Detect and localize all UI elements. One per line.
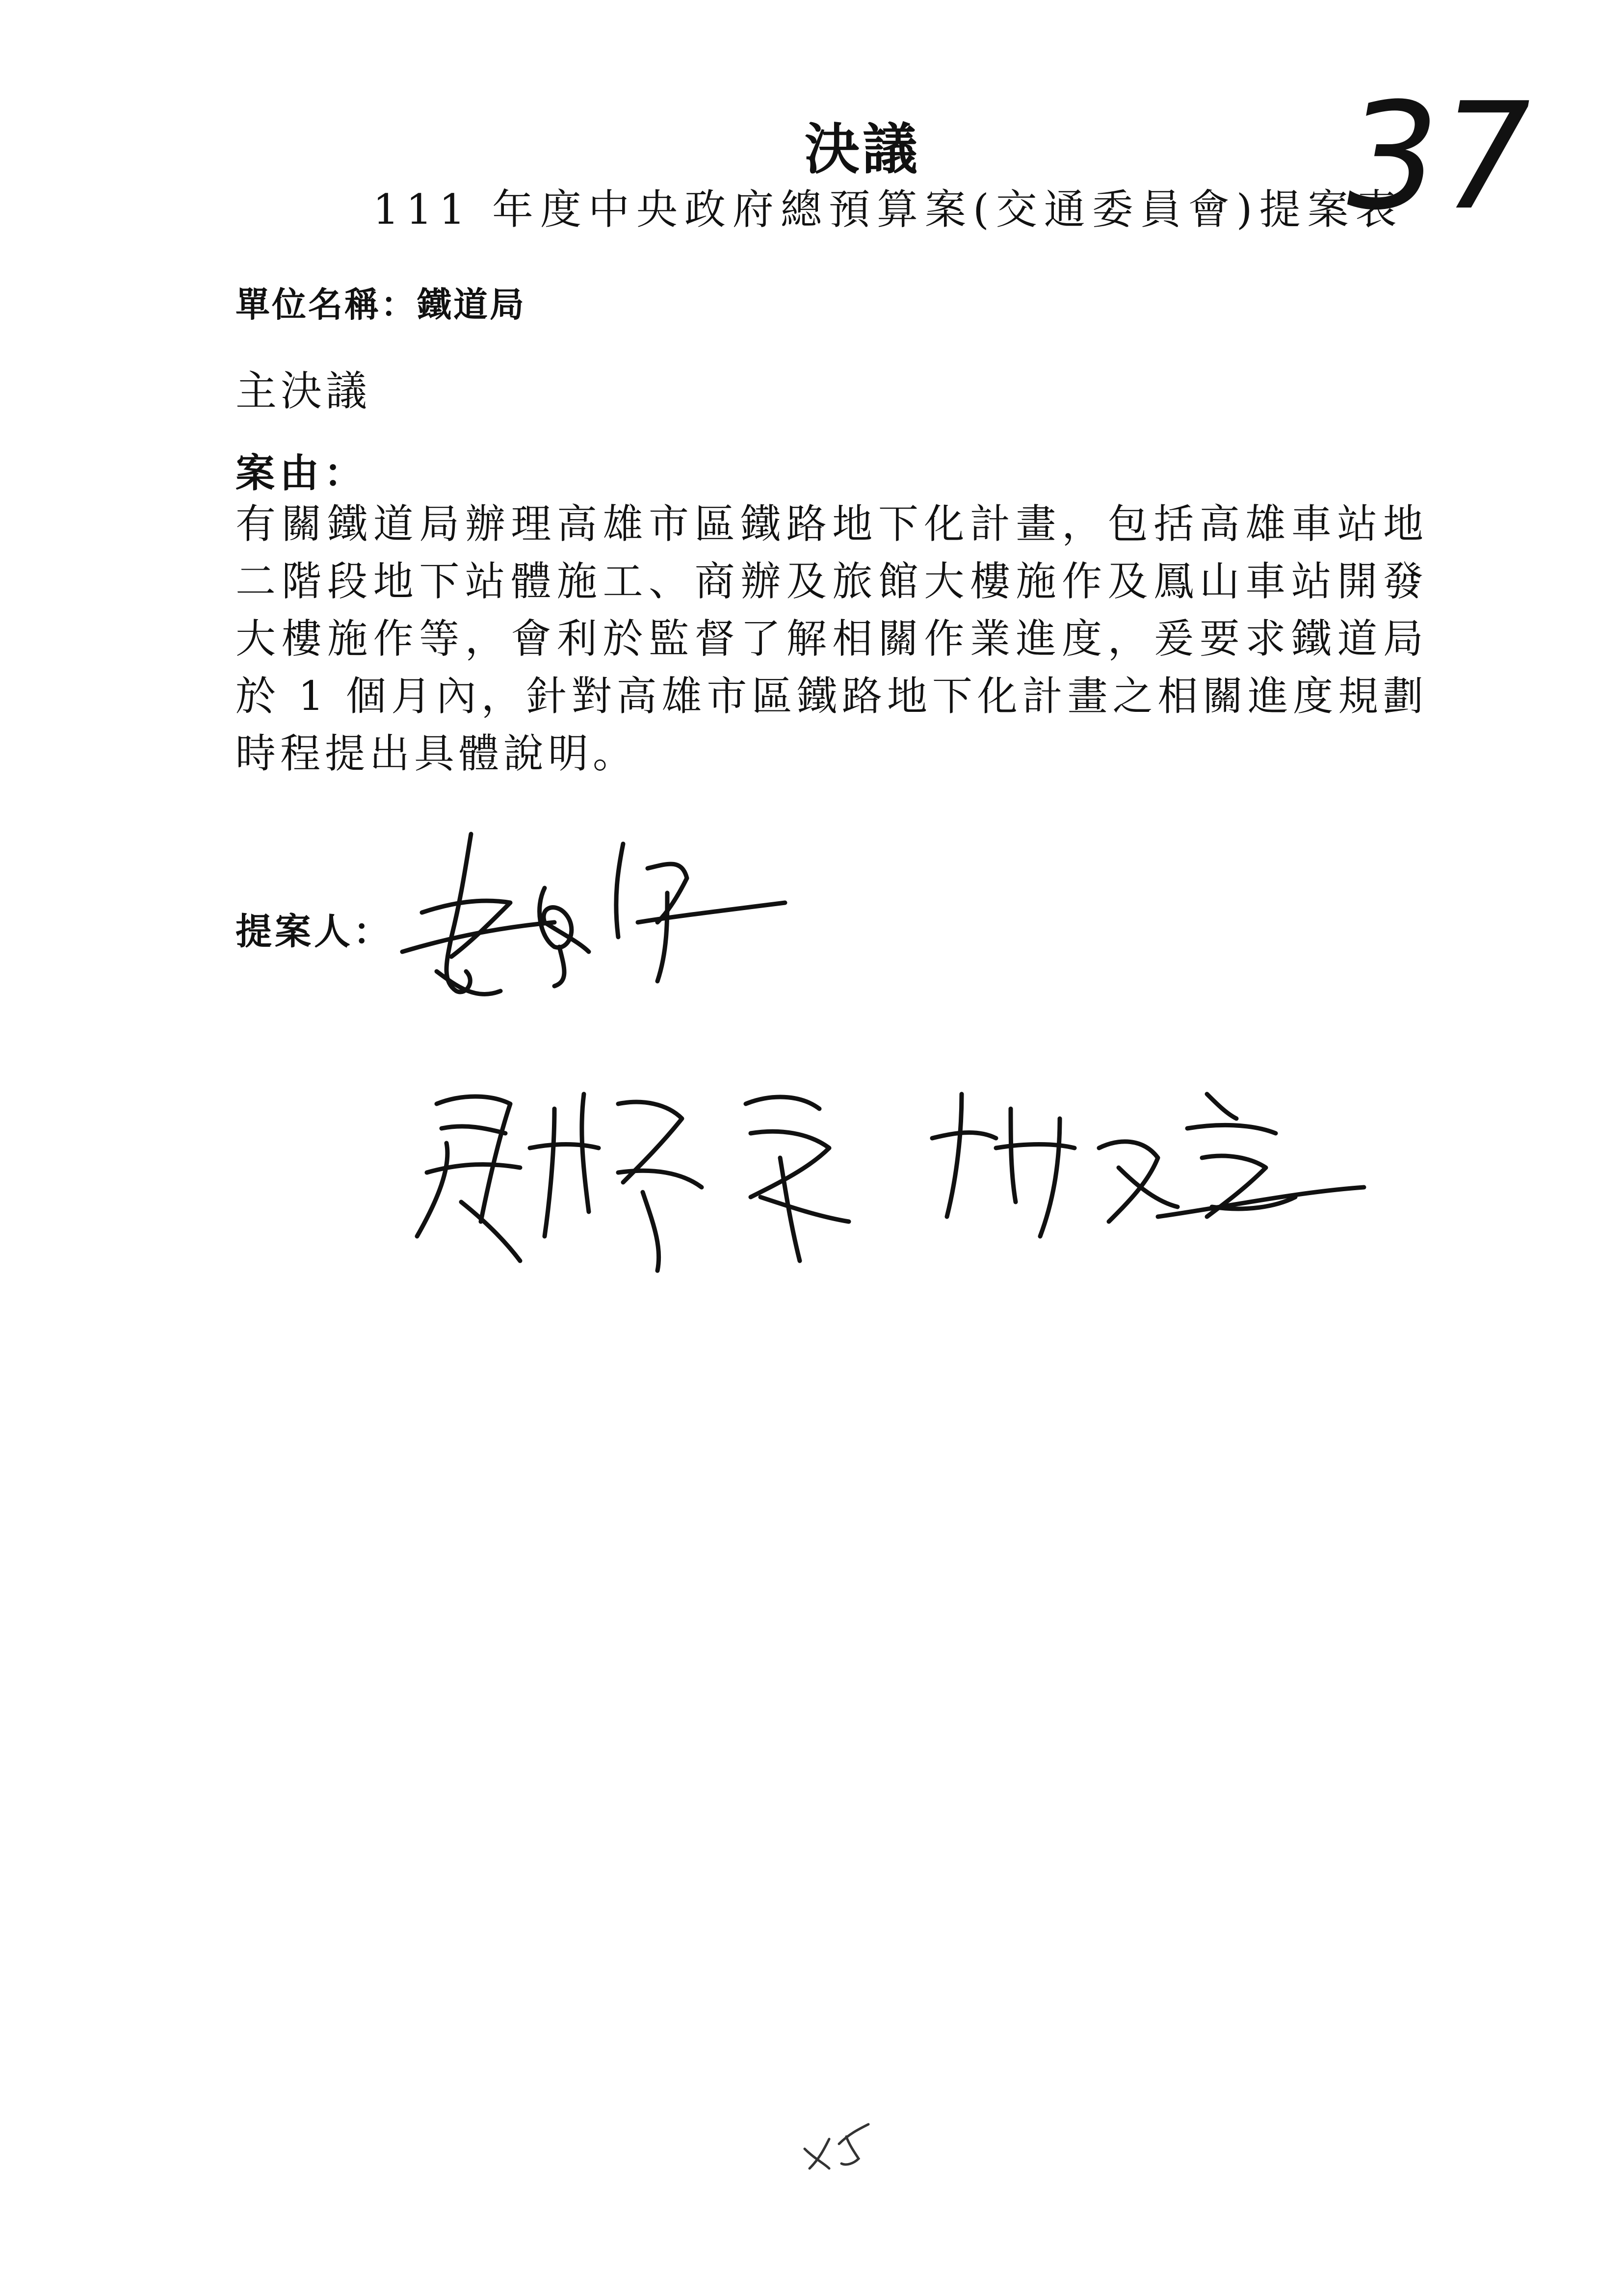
proposer-signature-3 bbox=[913, 1074, 1369, 1271]
proposer-signature-2 bbox=[407, 1074, 908, 1290]
proposer-label: 提案人： bbox=[236, 911, 393, 953]
unit-label: 單位名稱： bbox=[236, 284, 417, 325]
unit-line bbox=[236, 277, 526, 327]
reason-body: 有關鐵道局辦理高雄市區鐵路地下化計畫，包括高雄車站地二階段地下站體施工、商辦及旅館大樓施作及鳳山車站開發大樓施作等，會利於監督了解相關作業進度，爰要求鐵道局於 1 個月內，針對高雄市區鐵路地下化計畫之相關進度規劃時程提出具體說明。 bbox=[236, 501, 1428, 777]
reason-label: 案由： bbox=[236, 450, 368, 496]
document-title: 111 年度中央政府總預算案(交通委員會)提案表 bbox=[373, 185, 1404, 234]
handwritten-page-number: 37 bbox=[1329, 71, 1547, 242]
handwritten-decision-stamp: 決議 bbox=[805, 117, 920, 182]
proposer-signature-1 bbox=[393, 824, 810, 1030]
unit-value: 鐵道局 bbox=[417, 284, 526, 325]
decision-type: 主決議 bbox=[236, 367, 371, 415]
handwritten-footer-mark bbox=[800, 2114, 878, 2173]
